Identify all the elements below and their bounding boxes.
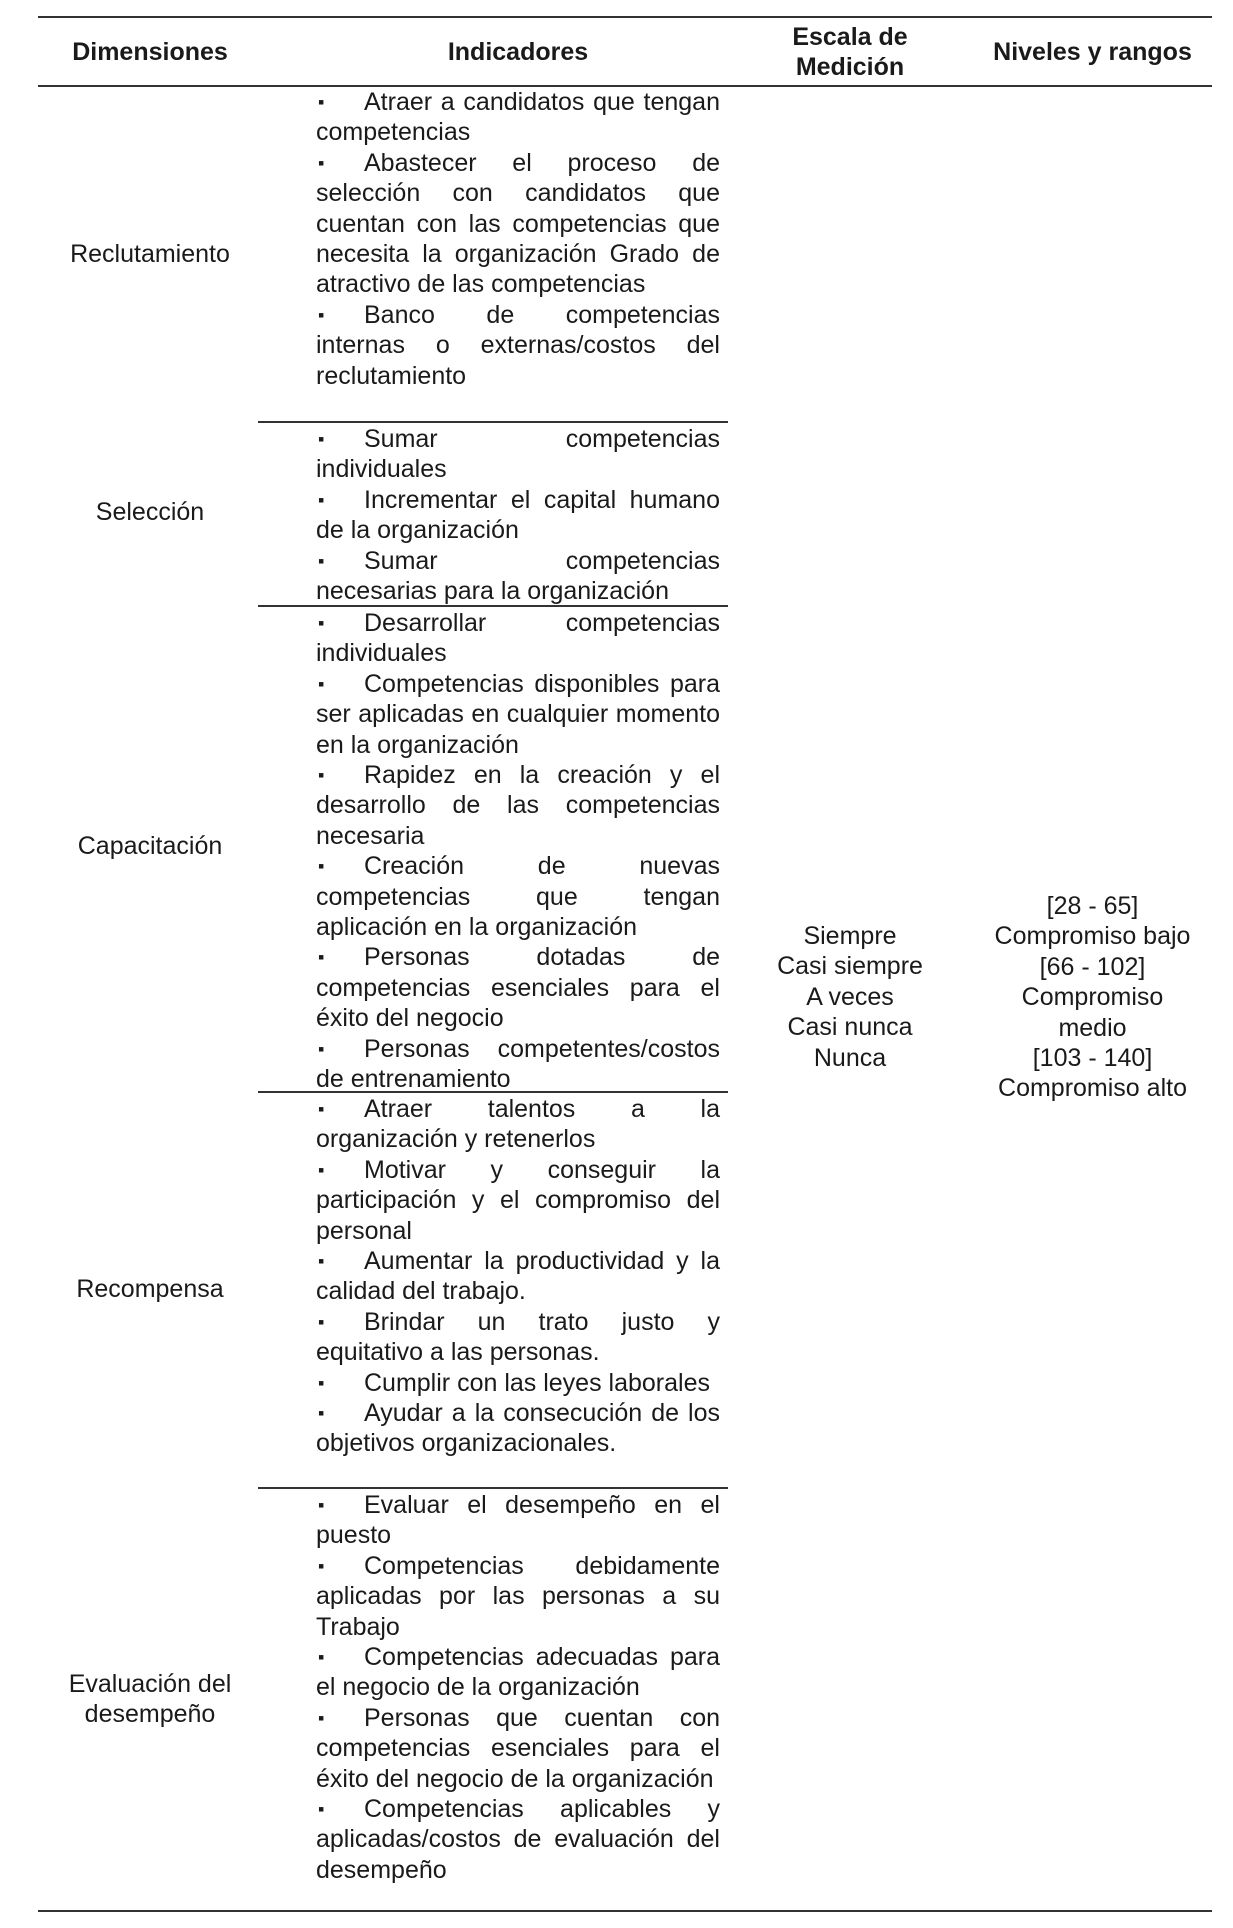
bullet-icon: ▪ — [318, 1311, 325, 1332]
indicator-item: ▪ Atraer talentos a la organización y retenerlos — [316, 1095, 720, 1154]
bullet-icon: ▪ — [318, 1403, 325, 1424]
bullet-icon: ▪ — [318, 765, 325, 786]
escala-option: Nunca — [813, 1043, 887, 1072]
header-dimensiones: Dimensiones — [72, 38, 228, 66]
bullet-icon: ▪ — [318, 429, 325, 449]
nivel-label: Compromiso bajo — [994, 922, 1191, 951]
indicator-item: ▪ Competencias debidamente aplicadas por las personas a su Trabajo — [316, 1551, 720, 1641]
indicator-item: ▪ Competencias disponibles para ser aplicadas en cualquier momento en la organización — [316, 669, 720, 759]
indicator-item: ▪ Competencias aplicables y aplicadas/costos de evaluación del desempeño — [316, 1795, 720, 1884]
dimension-label: Selección — [95, 498, 205, 526]
indicator-cell — [316, 1490, 720, 1885]
indicator-item: ▪ Personas competentes/costos de entrenamiento — [316, 1034, 720, 1094]
bullet-icon: ▪ — [318, 1707, 325, 1728]
indicator-cell — [316, 1094, 720, 1459]
table-bottom-rule — [38, 1910, 1212, 1912]
bullet-icon: ▪ — [318, 1159, 325, 1180]
indicator-item: ▪ Personas que cuentan con competencias esenciales para el éxito del negocio de la organización — [316, 1703, 720, 1793]
escala-option: A veces — [806, 982, 894, 1011]
bullet-icon: ▪ — [318, 947, 325, 968]
indicator-item: ▪ Atraer a candidatos que tengan competencias — [316, 88, 720, 147]
bullet-icon: ▪ — [318, 92, 325, 112]
bullet-icon: ▪ — [318, 1555, 325, 1576]
dimension-cell — [40, 497, 260, 527]
indicator-item: ▪ Incrementar el capital humano de la organización — [316, 485, 720, 545]
bullet-icon: ▪ — [318, 613, 325, 633]
niveles-rangos-cell — [975, 891, 1210, 1104]
dimension-label: Capacitación — [77, 832, 223, 860]
dimension-label-line: desempeño — [84, 1700, 216, 1728]
nivel-range: [66 - 102] — [1039, 952, 1146, 981]
indicator-item: ▪ Ayudar a la consecución de los objetivos organizacionales. — [316, 1399, 720, 1458]
indicator-item: ▪ Competencias adecuadas para el negocio de la organización — [316, 1643, 720, 1702]
bullet-icon: ▪ — [318, 1799, 325, 1820]
escala-option: Siempre — [803, 922, 897, 950]
indicator-item: ▪ Motivar y conseguir la participación y el compromiso del personal — [316, 1155, 720, 1245]
indicator-item: ▪ Creación de nuevas competencias que tengan aplicación en la organización — [316, 852, 720, 942]
indicator-cell — [316, 87, 720, 391]
header-escala-medicion — [740, 22, 960, 82]
nivel-label: Compromiso alto — [998, 1074, 1187, 1103]
nivel-range: [28 - 65] — [1046, 892, 1139, 920]
dimension-cell — [40, 239, 260, 269]
header-indicadores: Indicadores — [447, 38, 589, 66]
escala-medicion-cell — [740, 921, 960, 1073]
nivel-label: Compromiso — [1021, 983, 1164, 1012]
table-top-rule — [38, 16, 1212, 18]
indicator-cell — [316, 424, 720, 606]
indicator-cell — [316, 608, 720, 1095]
bullet-icon: ▪ — [318, 673, 325, 694]
nivel-label: medio — [1058, 1013, 1127, 1042]
indicator-item: ▪ Brindar un trato justo y equitativo a las personas. — [316, 1307, 720, 1367]
indicator-item: ▪ Sumar competencias individuales — [316, 425, 720, 484]
nivel-range: [103 - 140] — [1032, 1044, 1153, 1073]
bullet-icon: ▪ — [318, 489, 325, 510]
bullet-icon: ▪ — [318, 550, 325, 571]
indicator-item: ▪ Cumplir con las leyes laborales — [318, 1368, 710, 1397]
indicator-item: ▪ Personas dotadas de competencias esenciales para el éxito del negocio — [316, 943, 720, 1033]
dimension-cell — [40, 831, 260, 861]
bullet-icon: ▪ — [318, 1647, 325, 1668]
dimension-label-line: Evaluación del — [68, 1670, 232, 1698]
bullet-icon: ▪ — [318, 1099, 325, 1119]
dimension-label: Recompensa — [76, 1275, 224, 1303]
bullet-icon: ▪ — [318, 1372, 325, 1393]
row-separator — [258, 421, 728, 423]
bullet-icon: ▪ — [318, 304, 325, 325]
escala-option: Casi nunca — [787, 1013, 913, 1042]
row-separator — [258, 1487, 728, 1489]
dimension-cell — [40, 1274, 260, 1304]
indicator-item: ▪ Rapidez en la creación y el desarrollo de las competencias necesaria — [316, 761, 720, 850]
header-escala-line1: Escala de — [792, 23, 908, 51]
indicator-item: ▪ Evaluar el desempeño en el puesto — [316, 1491, 720, 1550]
bullet-icon: ▪ — [318, 152, 325, 173]
dimension-cell — [40, 1669, 260, 1729]
indicator-item: ▪ Desarrollar competencias individuales — [316, 609, 720, 668]
escala-option: Casi siempre — [777, 952, 923, 981]
indicator-item: ▪ Aumentar la productividad y la calidad del trabajo. — [316, 1247, 720, 1306]
dimension-label: Reclutamiento — [70, 240, 230, 268]
indicator-item: ▪ Banco de competencias internas o externas/costos del reclutamiento — [316, 300, 720, 390]
header-escala-line2: Medición — [795, 53, 905, 81]
indicator-item: ▪ Sumar competencias necesarias para la organización — [316, 546, 720, 606]
bullet-icon: ▪ — [318, 856, 325, 877]
bullet-icon: ▪ — [318, 1251, 325, 1272]
bullet-icon: ▪ — [318, 1495, 325, 1515]
bullet-icon: ▪ — [318, 1038, 325, 1059]
header-niveles-rangos: Niveles y rangos — [993, 38, 1192, 66]
indicator-item: ▪ Abastecer el proceso de selección con candidatos que cuentan con las competencias que necesita la organización Grado de atractivo de las competencias — [316, 148, 720, 299]
